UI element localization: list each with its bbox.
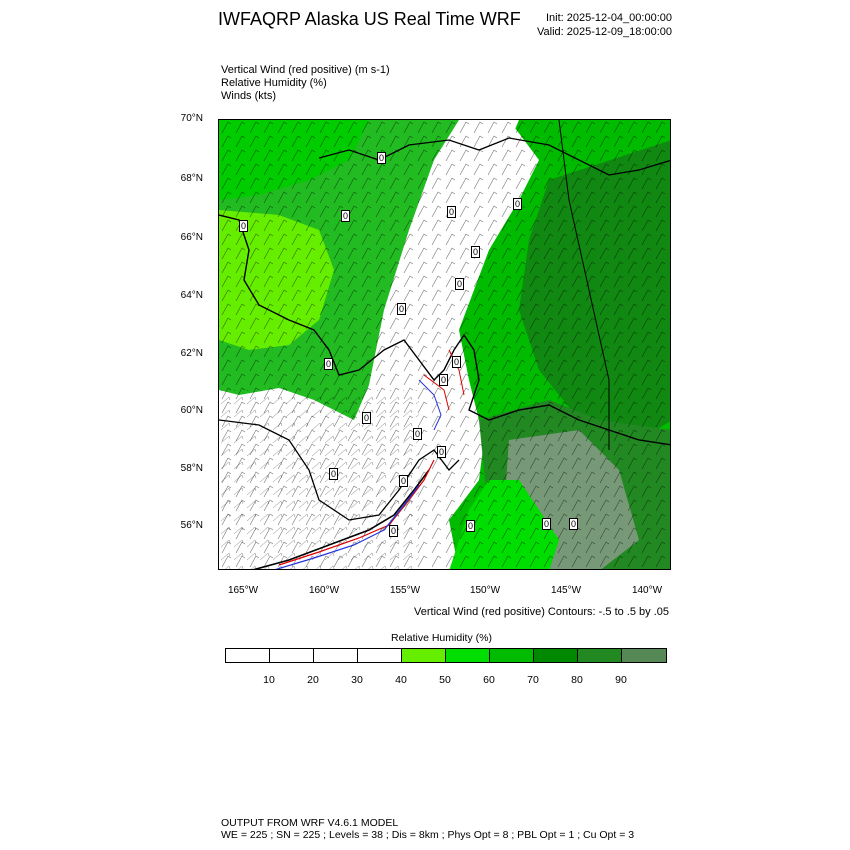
contour-label: 0: [401, 476, 407, 486]
colorbar-swatch: [578, 649, 622, 662]
lon-label-145w: 145°W: [550, 585, 582, 596]
contour-label: 0: [326, 359, 332, 369]
variable-relative-humidity: Relative Humidity (%): [221, 77, 327, 89]
lat-label-56n: 56°N: [180, 520, 203, 531]
colorbar-tick-label: 80: [571, 674, 583, 686]
contour-label: 0: [343, 211, 349, 221]
lat-label-66n: 66°N: [180, 232, 203, 243]
colorbar: [225, 648, 667, 663]
contour-label: 0: [364, 413, 370, 423]
contour-label: 0: [571, 519, 577, 529]
colorbar-tick-label: 30: [351, 674, 363, 686]
contour-label: 0: [399, 304, 405, 314]
contour-label: 0: [544, 519, 550, 529]
lat-label-70n: 70°N: [180, 113, 203, 124]
colorbar-swatch: [446, 649, 490, 662]
colorbar-swatch: [314, 649, 358, 662]
lon-label-165w: 165°W: [227, 585, 259, 596]
colorbar-tick-label: 70: [527, 674, 539, 686]
map-panel: [218, 119, 671, 570]
contour-label: 0: [331, 469, 337, 479]
lat-label-62n: 62°N: [180, 348, 203, 359]
colorbar-tick-label: 60: [483, 674, 495, 686]
map-plot: [219, 120, 671, 570]
colorbar-swatch: [226, 649, 270, 662]
wind-barbs-south: [219, 390, 419, 570]
contour-label: 0: [441, 375, 447, 385]
colorbar-swatch: [534, 649, 578, 662]
colorbar-swatch: [358, 649, 402, 662]
contour-label: 0: [457, 279, 463, 289]
footer-config: WE = 225 ; SN = 225 ; Levels = 38 ; Dis = 8km ; Phys Opt = 8 ; PBL Opt = 1 ; Cu Opt = 3: [221, 829, 635, 841]
colorbar-swatch: [270, 649, 314, 662]
variable-vertical-wind: Vertical Wind (red positive) (m s-1): [221, 64, 390, 76]
colorbar-swatch: [490, 649, 534, 662]
lat-label-58n: 58°N: [180, 463, 203, 474]
colorbar-tick-label: 10: [263, 674, 275, 686]
colorbar-tick-label: 50: [439, 674, 451, 686]
colorbar-tick-label: 90: [615, 674, 627, 686]
lon-label-160w: 160°W: [308, 585, 340, 596]
lat-label-64n: 64°N: [180, 290, 203, 301]
valid-time: Valid: 2025-12-09_18:00:00: [537, 26, 672, 38]
plot-title: IWFAQRP Alaska US Real Time WRF: [218, 9, 521, 29]
lat-label-68n: 68°N: [180, 173, 203, 184]
colorbar-swatch: [622, 649, 666, 662]
contour-label: 0: [439, 447, 445, 457]
contour-label: 0: [454, 357, 460, 367]
variable-winds: Winds (kts): [221, 90, 276, 102]
lon-label-155w: 155°W: [389, 585, 421, 596]
footer-model: OUTPUT FROM WRF V4.6.1 MODEL: [221, 817, 399, 829]
contour-label: 0: [415, 429, 421, 439]
colorbar-swatch: [402, 649, 446, 662]
contour-label: 0: [379, 153, 385, 163]
contour-label: 0: [391, 526, 397, 536]
colorbar-tick-label: 40: [395, 674, 407, 686]
lon-label-150w: 150°W: [469, 585, 501, 596]
contour-label: 0: [515, 199, 521, 209]
contour-label: 0: [241, 221, 247, 231]
contour-label: 0: [468, 521, 474, 531]
contour-label: 0: [449, 207, 455, 217]
init-time: Init: 2025-12-04_00:00:00: [546, 12, 672, 24]
colorbar-title: Relative Humidity (%): [391, 632, 492, 644]
contour-label: 0: [473, 247, 479, 257]
lon-label-140w: 140°W: [631, 585, 663, 596]
contour-note: Vertical Wind (red positive) Contours: -.5 to .5 by .05: [414, 606, 669, 618]
colorbar-tick-label: 20: [307, 674, 319, 686]
lat-label-60n: 60°N: [180, 405, 203, 416]
